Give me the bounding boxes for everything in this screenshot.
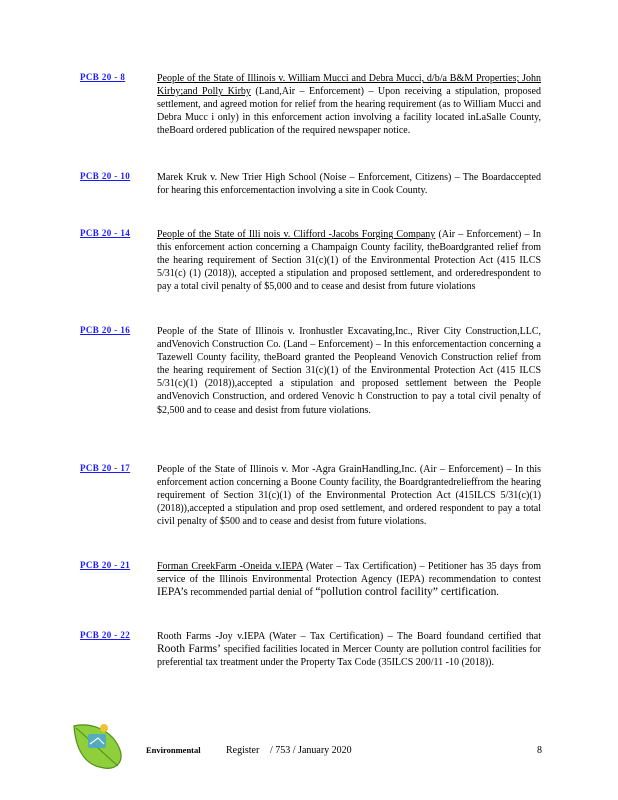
case-title: Forman CreekFarm -Oneida v.IEPA: [157, 561, 303, 572]
entry-text: [157, 463, 541, 528]
case-link[interactable]: PCB 20 - 14: [80, 228, 131, 238]
page-footer: [0, 720, 618, 780]
case-description-cont: specified facilities located in Mercer County are pollution control facilities for preferential tax treatment under the Property Tax Code (35ILCS 200/11 -10 (2018)).: [157, 644, 541, 669]
emphasis-text: IEPA’s: [157, 586, 188, 599]
footer-page-number: 8: [537, 745, 542, 756]
case-title: People of the State of Illinois v. William Mucci and Debra Mucci, d/b/a B&M Properties; John Kirby;and Polly Kirby: [157, 73, 541, 98]
case-link[interactable]: PCB 20 - 16: [80, 325, 131, 335]
case-description: (Land,Air – Enforcement) – Upon receiving a stipulation, proposed settlement, and agreed motion for relief from the hearing requirement (as to William Mucci and Debra Mucc i only) in this enforcement action involving a facility located inLaSalle County, theBoard ordered publication of the required newspaper notice.: [157, 86, 541, 137]
emphasis-text: Rooth Farms’: [157, 643, 221, 656]
case-link[interactable]: PCB 20 - 21: [80, 560, 131, 570]
entry-text: [157, 560, 541, 599]
entry-text: [157, 325, 541, 417]
case-description: Rooth Farms -Joy v.IEPA (Water – Tax Certification) – The Board foundand certified that: [157, 631, 541, 642]
entry-text: [157, 228, 541, 293]
case-link[interactable]: PCB 20 - 8: [80, 72, 126, 82]
case-description: People of the State of Illinois v. Ironhustler Excavating,Inc., River City Construction,LLC, andVenovich Construction Co. (Land – Enforcement) – In this enforcementaction concerning a Tazewell County facility, theBoard granted the Peopleand Venovich Construction relief from the hearing requirement of Section 31(c)(1) of the Environmental Protection Act (415 ILCS 5/31(c)(1) (2018)),accepted a stipulation and proposed settlement between the People andVenovich Construction, and ordered Venovic h Construction to pay a total civil penalty of $2,500 and to cease and desist from future violations.: [157, 326, 541, 416]
case-title: People of the State of Illi nois v. Clifford -Jacobs Forging Company: [157, 229, 436, 240]
case-link[interactable]: PCB 20 - 22: [80, 630, 131, 640]
case-link[interactable]: PCB 20 - 10: [80, 171, 131, 181]
case-description-end: .: [496, 587, 499, 599]
case-description: (Air – Enforcement) – In this enforcement action concerning a Champaign County facility, theBoardgranted relief from the hearing requirement of Section 31(c)(1) of the Environmental Protection Act (415 ILCS 5/31(c) (1) (2018)), accepted a stipulation and proposed settlement, and orderedrespondent to pay a total civil penalty of $5,000 and to cease and desist from future violations: [157, 229, 541, 293]
case-description: Marek Kruk v. New Trier High School (Noise – Enforcement, Citizens) – The Boardaccepted for hearing this enforcementaction involving a site in Cook County.: [157, 172, 541, 197]
case-description-cont: recommended partial denial of: [187, 587, 316, 599]
emphasis-text: “pollution control facility” certification: [315, 586, 497, 599]
footer-issue: / 753 / January 2020: [270, 745, 352, 756]
entry-text: [157, 171, 541, 197]
entry-text: [157, 72, 541, 137]
footer-publication: Environmental: [146, 745, 201, 755]
case-link[interactable]: PCB 20 - 17: [80, 463, 131, 473]
case-description: People of the State of Illinois v. Mor -Agra GrainHandling,Inc. (Air – Enforcement) – In this enforcement action concerning a Boone County facility, the Boardgrantedrelieffrom the hearing requirement of Section 31(c)(1) of the Environmental Protection Act (415ILCS 5/31(c)(1) (2018)),accepted a stipulation and prop osed settlement, and ordered respondent to pay a total civil penalty of $500 and to cease and desist from future violations.: [157, 464, 541, 528]
leaf-logo-icon: [68, 720, 126, 772]
entry-text: [157, 630, 541, 669]
footer-register: Register: [226, 745, 260, 756]
case-description: (Water – Tax Certification) – Petitioner has 35 days from service of the Illinois Environmental Protection Agency (IEPA) recommendation to contest: [157, 561, 542, 586]
